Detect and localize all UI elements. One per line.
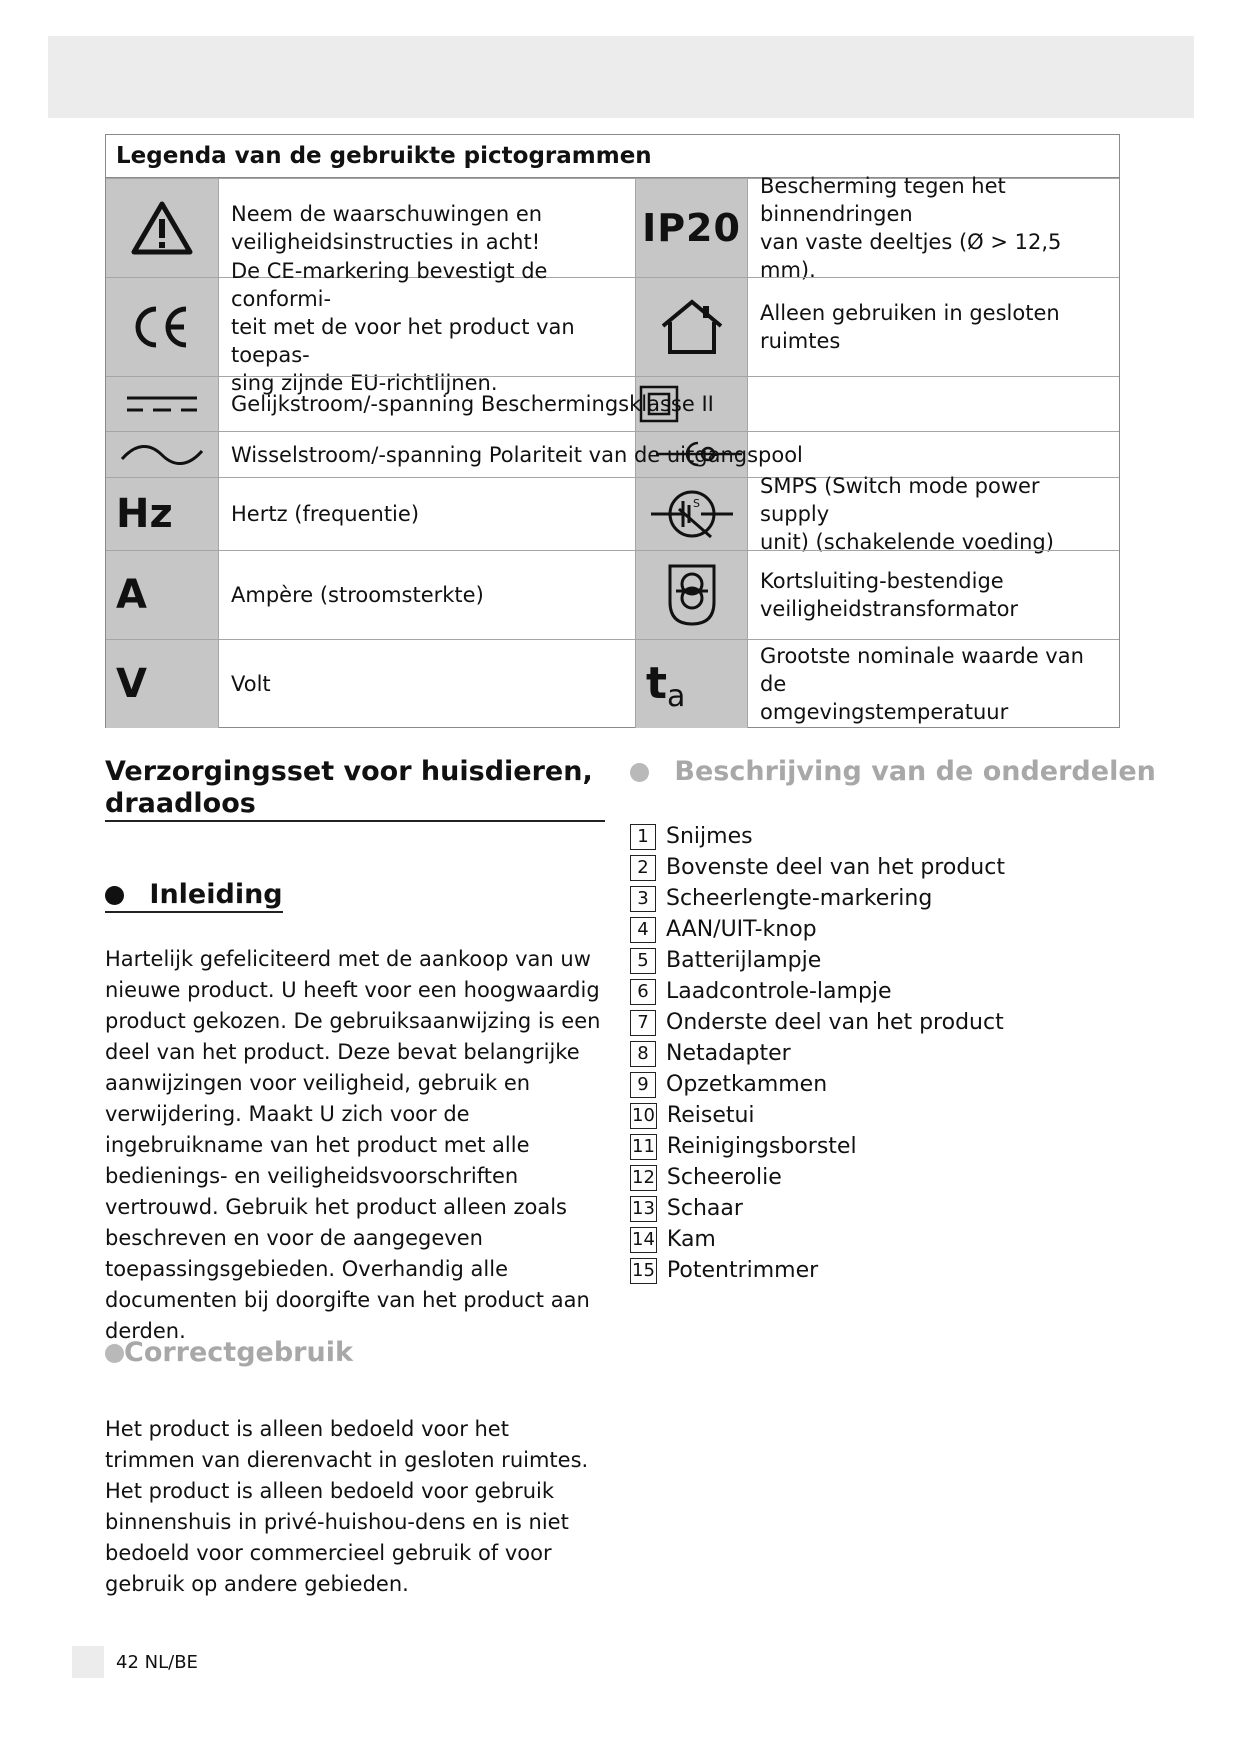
bullet-icon <box>105 1344 124 1363</box>
protection-class-ii-icon <box>639 385 679 423</box>
legend-text: Kortsluiting-bestendige veiligheidstransformator <box>747 550 1119 639</box>
legend-text: Grootste nominale waarde van de omgevingstemperatuur <box>747 639 1119 728</box>
legend-row <box>106 474 1119 554</box>
legend-text: Volt <box>218 639 635 728</box>
list-item: 7 Onderste deel van het product <box>630 1007 1005 1038</box>
ip20-icon: IP20 <box>635 178 747 277</box>
legend-text: Ampère (stroomsterkte) <box>218 550 635 639</box>
svg-text:S: S <box>692 497 700 510</box>
legend-row <box>106 431 1119 477</box>
header-band <box>48 36 1194 118</box>
smps-icon <box>635 477 747 550</box>
legend-row <box>106 550 1119 639</box>
warning-triangle-icon <box>106 178 218 277</box>
legend-row <box>106 639 1119 728</box>
list-item: 5 Batterijlampje <box>630 945 1005 976</box>
list-item: 2 Bovenste deel van het product <box>630 852 1005 883</box>
ampere-icon: A <box>106 550 218 639</box>
heading-beschrijving: Beschrijving van de onderdelen <box>630 756 1156 787</box>
list-item: 11 Reinigingsborstel <box>632 1134 857 1159</box>
parts-list <box>630 821 1005 1286</box>
heading-correctgebruik: Correctgebruik <box>105 1337 353 1368</box>
legend-text: Gelijkstroom/-spanning Beschermingsklasse II <box>218 376 1119 431</box>
list-item: 12 Scheerolie <box>632 1165 782 1190</box>
legend-text: SMPS (Switch mode power supply unit) (schakelende voeding) <box>747 477 1119 550</box>
ambient-temperature-icon: t a <box>635 639 747 728</box>
correct-use-paragraph: Het product is alleen bedoeld voor het trimmen van dierenvacht in gesloten ruimtes. Het product is alleen bedoeld voor gebruik binnenshuis in privé-huishou-dens en is niet bedoeld voor commercieel gebruik of voor gebruik op andere gebieden. <box>105 1417 589 1596</box>
list-item: 1 Snijmes <box>630 821 1005 852</box>
list-item: 6 Laadcontrole-lampje <box>630 976 1005 1007</box>
bullet-icon <box>630 763 649 782</box>
direct-current-icon <box>106 376 218 431</box>
legend-text: Alleen gebruiken in gesloten ruimtes <box>747 277 1119 376</box>
legend-text: Hertz (frequentie) <box>218 477 635 550</box>
legend-row <box>106 259 1119 395</box>
pictogram-legend-table <box>105 134 1120 728</box>
list-item: 10 Reisetui <box>632 1103 755 1128</box>
list-item: 13 Schaar <box>632 1196 743 1221</box>
safety-transformer-icon <box>635 550 747 639</box>
list-item: 9 Opzetkammen <box>630 1069 1005 1100</box>
hertz-icon: Hz <box>106 477 218 550</box>
legend-text: Neem de waarschuwingen en veiligheidsinstructies in acht! <box>218 178 635 277</box>
legend-text: Wisselstroom/-spanning Polariteit van de uitgangspool <box>218 431 1119 477</box>
polarity-icon <box>654 439 744 469</box>
bullet-icon <box>105 886 124 905</box>
legend-text: Bescherming tegen het binnendringen van vaste deeltjes (Ø > 12,5 mm). <box>747 178 1119 277</box>
house-icon <box>635 277 747 376</box>
list-item: 4 AAN/UIT-knop <box>630 914 1005 945</box>
product-title: Verzorgingsset voor huisdieren, draadloos <box>105 756 605 822</box>
page-number: 42 <box>116 1652 139 1673</box>
list-item: 3 Scheerlengte-markering <box>630 883 1005 914</box>
alternating-current-icon <box>106 431 218 477</box>
page-footer <box>116 1652 198 1673</box>
ce-mark-icon <box>106 277 218 376</box>
heading-inleiding: Inleiding <box>105 879 283 913</box>
volt-icon: V <box>106 639 218 728</box>
footer-marker <box>72 1646 104 1678</box>
list-item: 8 Netadapter <box>630 1038 1005 1069</box>
list-item: 15 Potentrimmer <box>632 1258 819 1283</box>
legend-title: Legenda van de gebruikte pictogrammen <box>106 135 1119 178</box>
inleiding-paragraph: Hartelijk gefeliciteerd met de aankoop van uw nieuwe product. U heeft voor een hoogwaardig product gekozen. De gebruiksaanwijzing is een deel van het product. Deze bevat belangrijke aanwijzingen voor veiligheid, gebruik en verwijdering. Maakt U zich voor de ingebruikname van het product met alle bedienings- en veiligheidsvoorschriften vertrouwd. Gebruik het product alleen zoals beschreven en voor de aangegeven toepassingsgebieden. Overhandig alle documenten bij doorgifte van het product aan derden. <box>105 947 601 1343</box>
legend-text: De CE-markering bevestigt de conformi- teit met de voor het product van toepas- sing zijnde EU-richtlijnen. <box>218 277 635 376</box>
list-item: 14 Kam <box>632 1227 716 1252</box>
locale-label: NL/BE <box>144 1652 198 1673</box>
legend-row <box>106 376 1119 431</box>
